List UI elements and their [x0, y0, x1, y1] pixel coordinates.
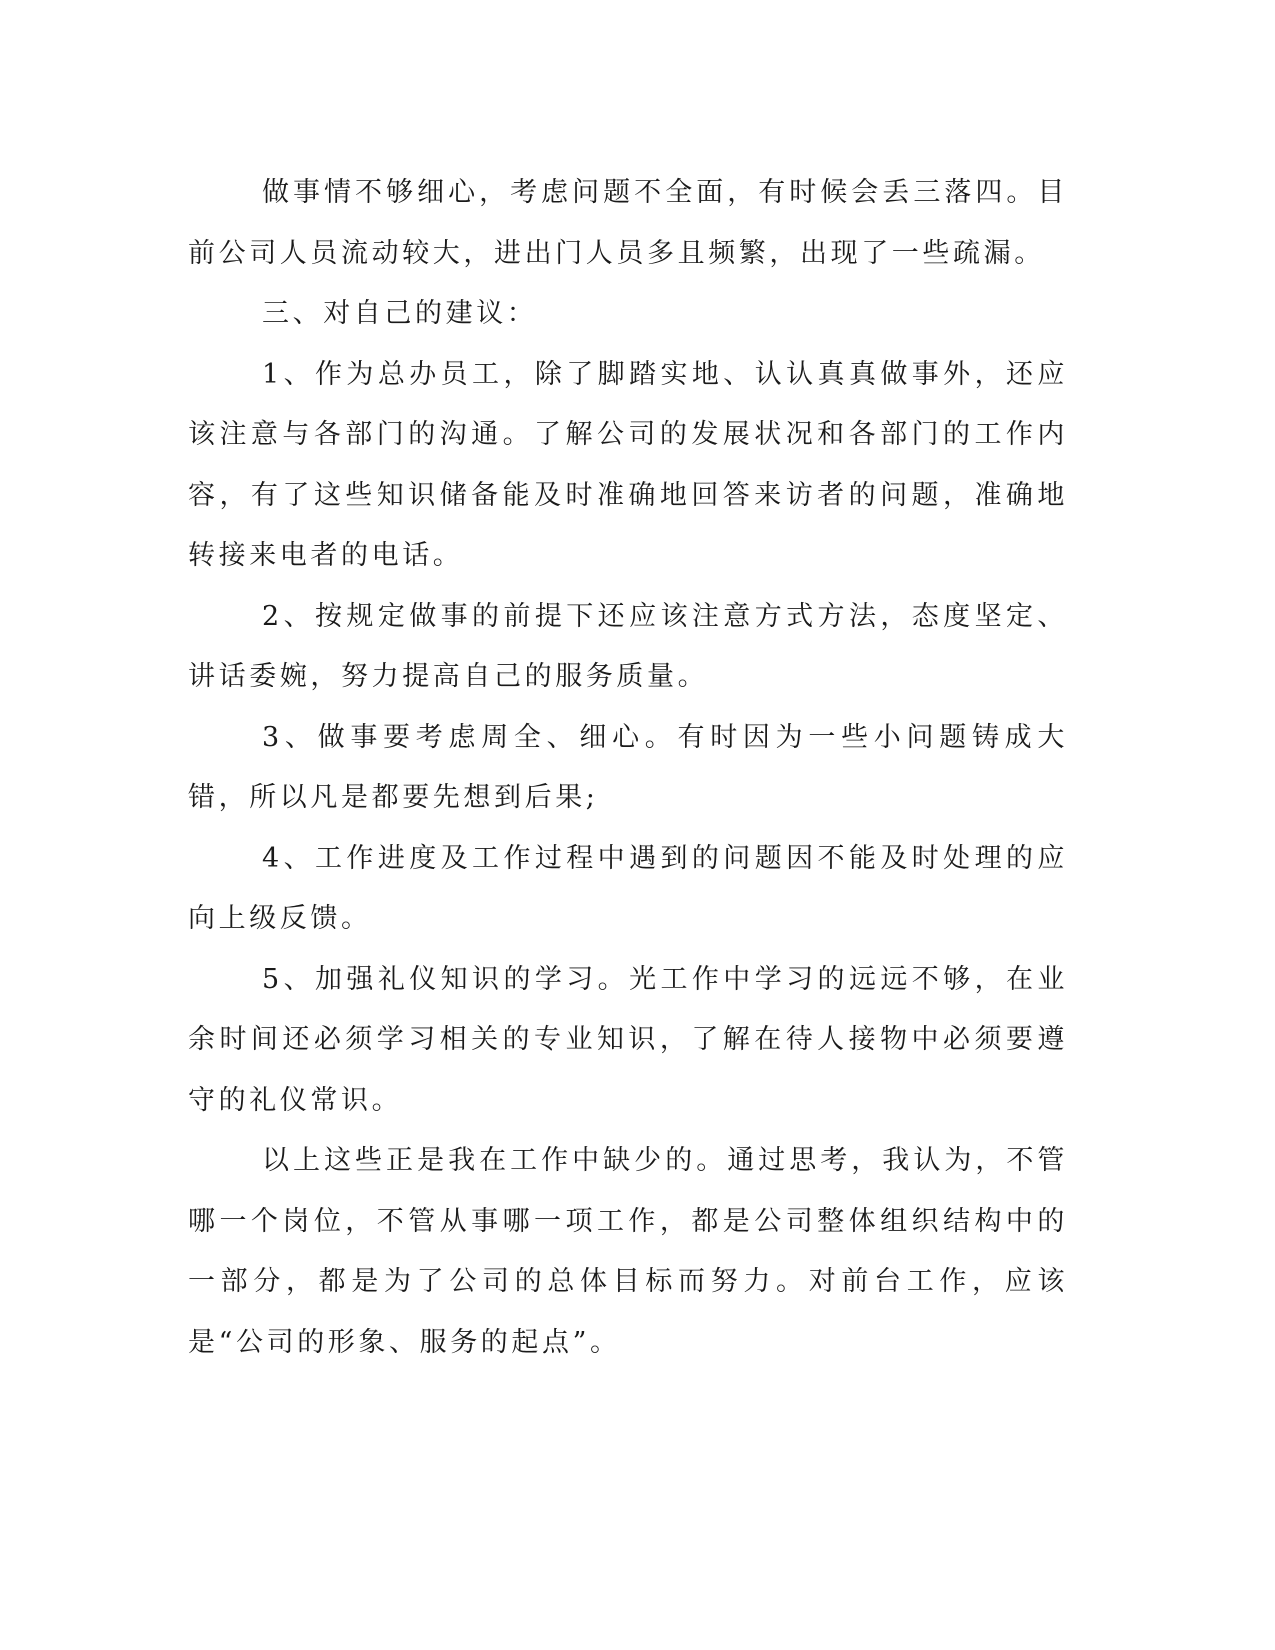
paragraph-conclusion: 以上这些正是我在工作中缺少的。通过思考，我认为，不管哪一个岗位，不管从事哪一项工作，都是公司整体组织结构中的一部分，都是为了公司的总体目标而努力。对前台工作，应该是“公司的形象、服务的起点”。: [188, 1145, 1068, 1358]
paragraph-suggestion-3: 3、做事要考虑周全、细心。有时因为一些小问题铸成大错，所以凡是都要先想到后果;: [188, 721, 1068, 813]
document-body: [188, 163, 1068, 1373]
section-heading-suggestions: 三、对自己的建议：: [262, 298, 538, 329]
paragraph-suggestion-4: 4、工作进度及工作过程中遇到的问题因不能及时处理的应向上级反馈。: [188, 842, 1068, 934]
paragraph-intro: 做事情不够细心，考虑问题不全面，有时候会丢三落四。目前公司人员流动较大，进出门人员多且频繁，出现了一些疏漏。: [188, 177, 1068, 269]
paragraph-suggestion-1: 1、作为总办员工，除了脚踏实地、认认真真做事外，还应该注意与各部门的沟通。了解公司的发展状况和各部门的工作内容，有了这些知识储备能及时准确地回答来访者的问题，准确地转接来电者的电话。: [188, 358, 1068, 571]
paragraph-suggestion-5: 5、加强礼仪知识的学习。光工作中学习的远远不够，在业余时间还必须学习相关的专业知识，了解在待人接物中必须要遵守的礼仪常识。: [188, 963, 1068, 1116]
paragraph-suggestion-2: 2、按规定做事的前提下还应该注意方式方法，态度坚定、讲话委婉，努力提高自己的服务质量。: [188, 600, 1068, 692]
